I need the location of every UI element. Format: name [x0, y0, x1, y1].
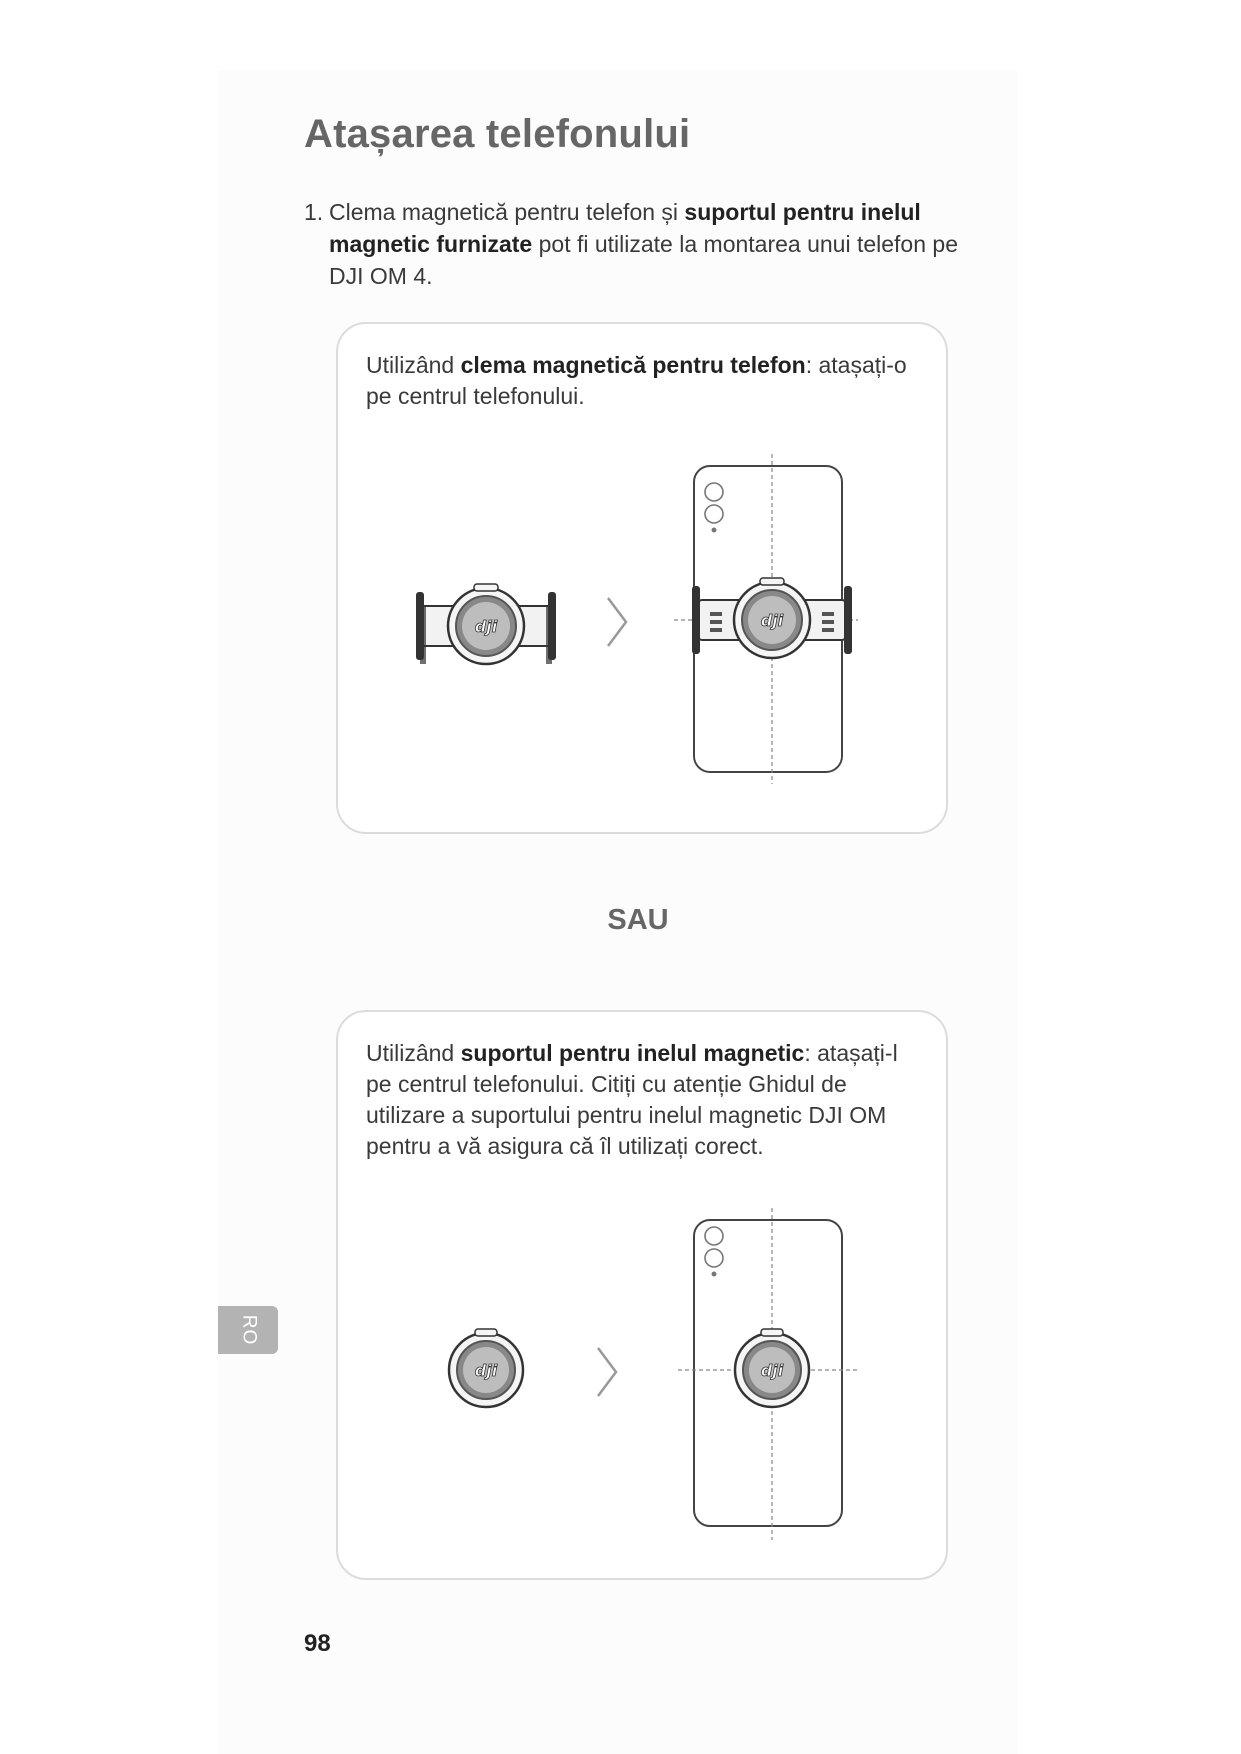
phone-ring-logo-text: dji	[760, 1361, 784, 1380]
clamp-card-bold: clema magnetică pentru telefon	[460, 352, 806, 378]
magnetic-clamp-icon	[416, 584, 556, 664]
phone-clamp-logo-text: dji	[760, 611, 784, 630]
chevron-right-icon	[608, 598, 626, 646]
phone-icon	[678, 1208, 858, 1540]
chevron-right-icon	[598, 1348, 616, 1396]
step-1	[304, 196, 964, 292]
step-number: 1.	[304, 199, 324, 225]
clamp-card	[336, 322, 948, 834]
ring-holder-card-text: Utilizând suportul pentru inelul magnetic: atașați-l pe centrul telefonului. Citiți cu atenție Ghidul de utilizare a suportului pentru inelul magnetic DJI OM pentru a vă asigura că îl utilizați corect.	[366, 1040, 898, 1159]
ring-logo-text: dji	[474, 1361, 498, 1380]
phone-icon	[674, 454, 858, 784]
clamp-card-text: Utilizând clema magnetică pentru telefon: atașați-o pe centrul telefonului.	[366, 352, 907, 409]
clamp-logo-text: dji	[474, 617, 498, 636]
or-separator: SAU	[607, 904, 669, 936]
ring-holder-card-bold: suportul pentru inelul magnetic	[460, 1040, 805, 1066]
step-text: Clema magnetică pentru telefon și suportul pentru inelul magnetic furnizate pot fi utilizate la montarea unui telefon pe DJI OM 4.	[329, 199, 958, 289]
clamp-illustration	[338, 324, 950, 836]
language-tab	[218, 1306, 278, 1354]
language-tab-label: RO	[238, 1314, 259, 1346]
step-bold: suportul pentru inelul magnetic furnizate	[329, 199, 921, 257]
ring-holder-illustration	[338, 1012, 950, 1582]
magnetic-ring-holder-icon	[449, 1329, 523, 1407]
page-title: Atașarea telefonului	[304, 112, 691, 156]
ring-holder-card	[336, 1010, 948, 1580]
page-number: 98	[304, 1630, 331, 1657]
